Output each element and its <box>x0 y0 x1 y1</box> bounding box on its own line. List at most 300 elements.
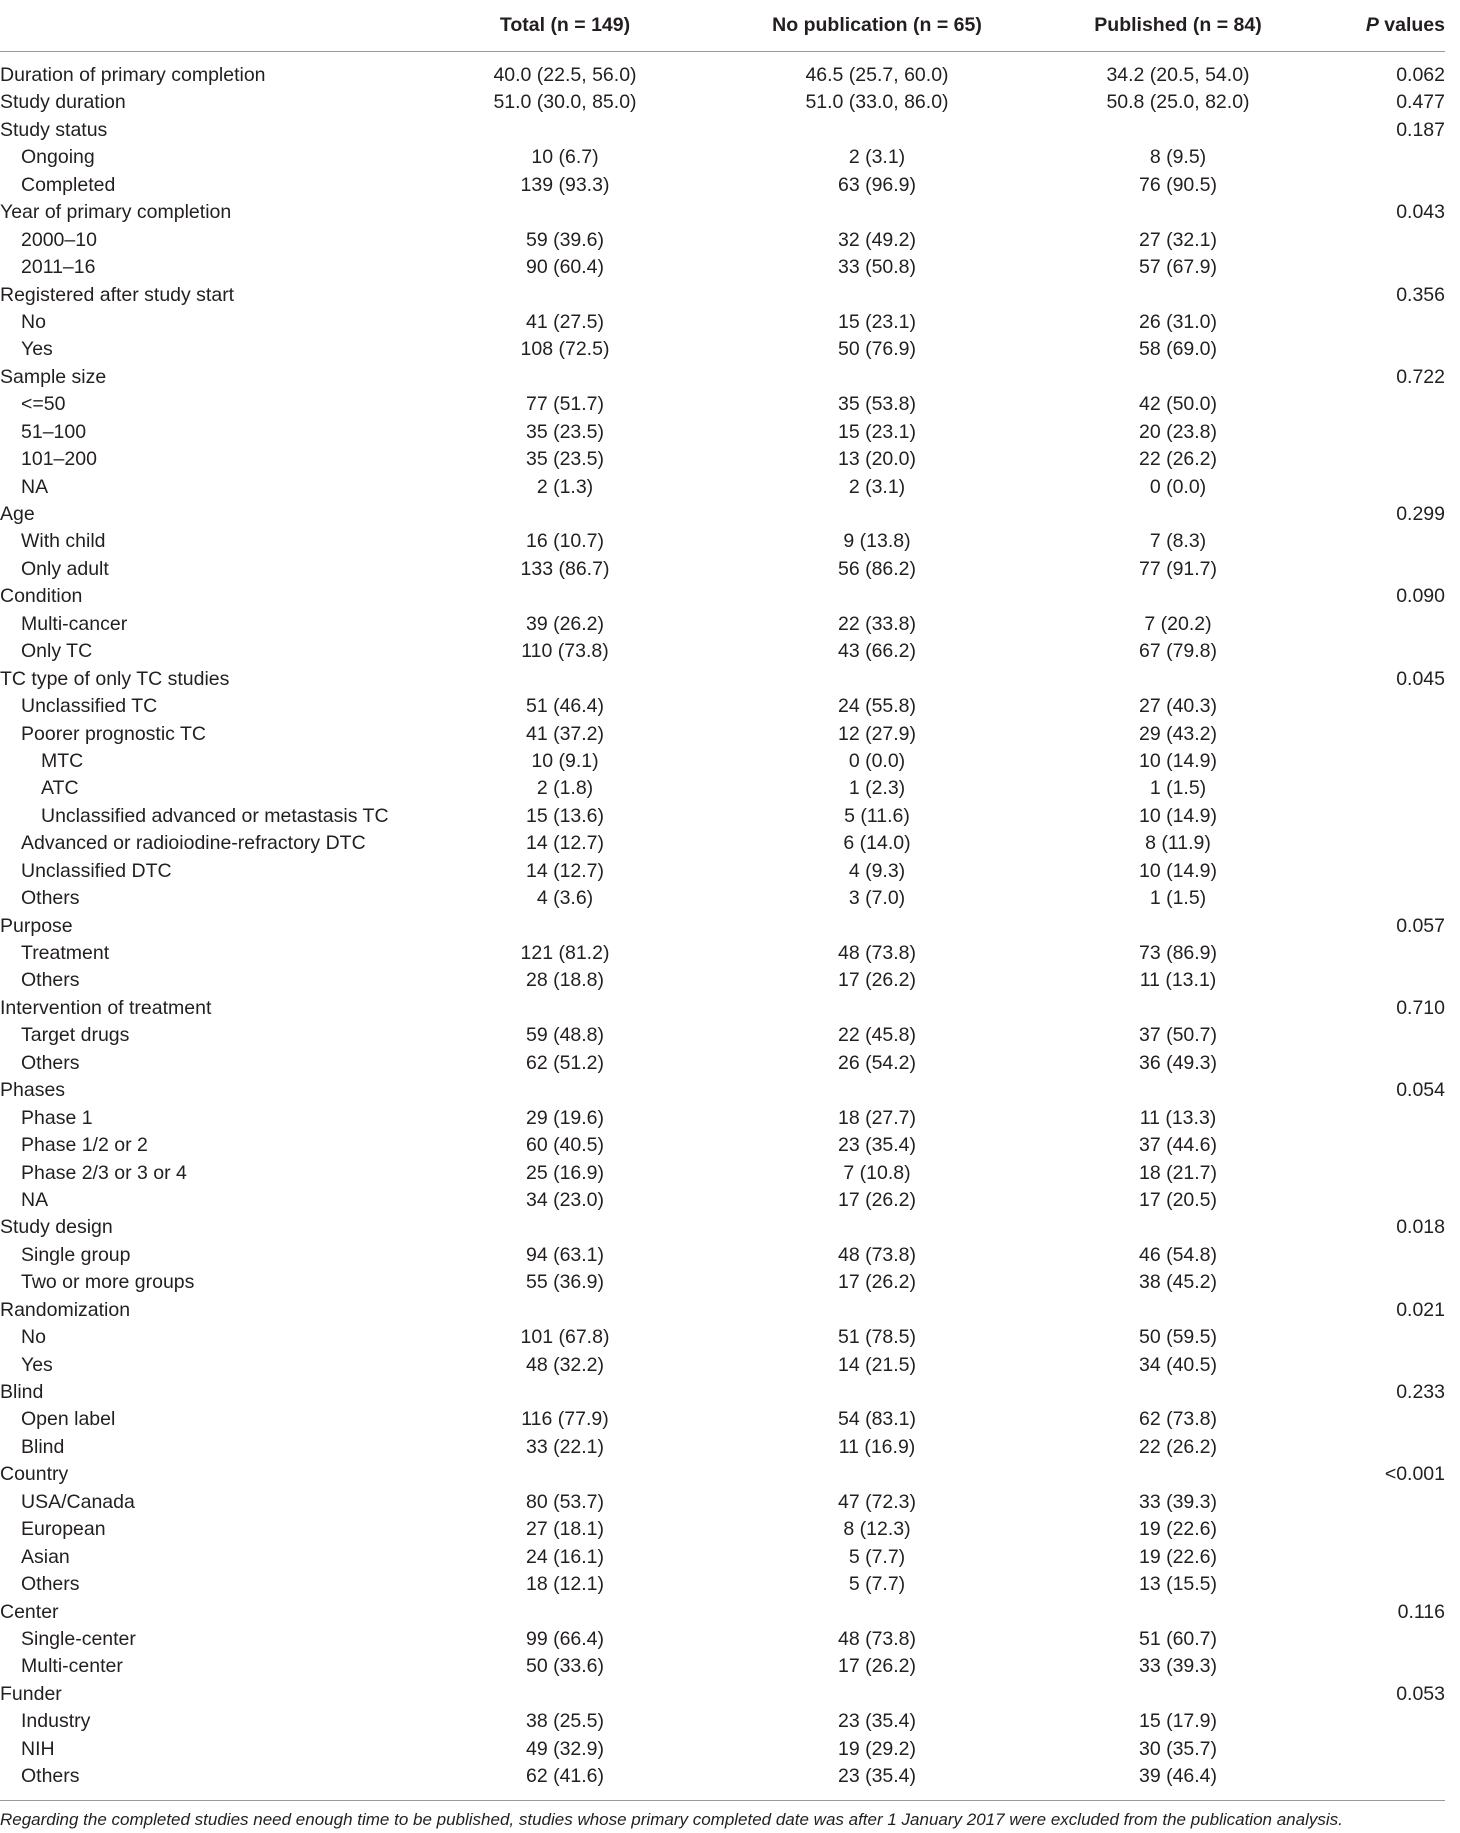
p-value-cell <box>1292 858 1445 885</box>
total-cell: 48 (32.2) <box>525 1353 605 1376</box>
no-publication-cell: 6 (14.0) <box>843 832 911 855</box>
total-cell: 28 (18.8) <box>525 969 605 992</box>
published-cell: 13 (15.5) <box>1138 1573 1218 1596</box>
p-value-cell: 0.187 <box>1396 118 1445 141</box>
row-label: Two or more groups <box>21 1271 195 1294</box>
p-value-cell: 0.299 <box>1396 503 1445 525</box>
table-group-row <box>0 1214 1445 1241</box>
row-label: Open label <box>21 1408 116 1431</box>
total-cell: 35 (23.5) <box>525 420 605 443</box>
published-cell: 77 (91.7) <box>1138 557 1218 580</box>
p-value-cell <box>1292 1544 1445 1571</box>
table-row <box>0 1763 1445 1790</box>
published-cell: 0 (0.0) <box>1149 475 1207 498</box>
total-cell: 10 (6.7) <box>531 146 599 169</box>
total-cell: 2 (1.3) <box>536 475 594 498</box>
published-cell: 22 (26.2) <box>1138 448 1218 471</box>
table-row <box>0 721 1445 748</box>
p-value-cell <box>1292 1489 1445 1516</box>
p-value-cell <box>1292 419 1445 446</box>
published-cell: 15 (17.9) <box>1138 1710 1218 1733</box>
row-label: With child <box>21 530 106 553</box>
p-value-cell: 0.356 <box>1396 283 1445 306</box>
p-value-cell: 0.062 <box>1396 64 1445 86</box>
published-cell <box>1064 1077 1292 1104</box>
table-row <box>0 748 1445 775</box>
table-row <box>0 556 1445 583</box>
total-cell <box>440 913 690 940</box>
p-value-cell <box>1292 830 1445 857</box>
no-publication-cell <box>690 1297 1064 1324</box>
total-cell: 60 (40.5) <box>525 1134 605 1157</box>
row-label: Center <box>0 1600 59 1623</box>
published-cell <box>1064 583 1292 610</box>
total-cell: 110 (73.8) <box>521 640 609 663</box>
row-label: Yes <box>21 1353 53 1376</box>
table-row <box>0 1736 1445 1763</box>
total-cell: 41 (37.2) <box>525 722 605 745</box>
row-label: Multi-cancer <box>21 612 128 635</box>
no-publication-cell: 56 (86.2) <box>837 557 917 580</box>
p-value-cell <box>1292 693 1445 720</box>
published-cell <box>1064 1599 1292 1626</box>
row-label: Others <box>21 1051 80 1074</box>
row-label: Phases <box>0 1079 66 1102</box>
row-label: 101–200 <box>21 448 97 471</box>
row-label: Phase 2/3 or 3 or 4 <box>21 1161 187 1184</box>
total-cell: 77 (51.7) <box>525 393 605 416</box>
published-cell: 10 (14.9) <box>1138 804 1218 827</box>
total-cell: 59 (48.8) <box>525 1024 605 1047</box>
published-cell <box>1064 117 1292 144</box>
p-value-cell <box>1292 1736 1445 1763</box>
no-publication-cell <box>690 364 1064 391</box>
no-publication-cell <box>690 1681 1064 1708</box>
total-cell: 50 (33.6) <box>525 1655 605 1678</box>
row-label: Ongoing <box>21 146 95 169</box>
no-publication-cell: 5 (7.7) <box>848 1545 906 1568</box>
no-publication-cell: 13 (20.0) <box>837 448 917 471</box>
p-value-cell: 0.233 <box>1396 1381 1445 1403</box>
total-cell: 10 (9.1) <box>531 749 599 772</box>
published-cell: 50.8 (25.0, 82.0) <box>1106 91 1250 114</box>
p-value-cell <box>1292 748 1445 775</box>
p-value-cell: 0.477 <box>1396 91 1445 114</box>
no-publication-cell: 63 (96.9) <box>837 173 917 196</box>
p-value-cell: 0.021 <box>1396 1298 1445 1321</box>
row-label: Phase 1 <box>21 1106 93 1129</box>
no-publication-cell <box>690 1379 1064 1406</box>
no-publication-cell: 5 (7.7) <box>848 1573 906 1596</box>
published-cell <box>1064 1461 1292 1488</box>
total-cell <box>440 1077 690 1104</box>
p-value-cell <box>1292 1708 1445 1735</box>
p-value-cell <box>1292 1160 1445 1187</box>
row-label: Intervention of treatment <box>0 996 212 1019</box>
p-value-cell <box>1292 1187 1445 1214</box>
row-label: NA <box>21 475 49 498</box>
published-cell: 33 (39.3) <box>1138 1490 1218 1513</box>
no-publication-cell: 48 (73.8) <box>837 942 917 964</box>
no-publication-cell: 46.5 (25.7, 60.0) <box>805 64 949 86</box>
p-value-cell <box>1292 1242 1445 1269</box>
table-header <box>0 0 1445 52</box>
total-cell: 16 (10.7) <box>525 530 605 553</box>
published-cell <box>1064 1214 1292 1241</box>
total-cell <box>440 1599 690 1626</box>
total-cell: 49 (32.9) <box>525 1737 605 1760</box>
table-row <box>0 1571 1445 1598</box>
column-header-total: Total (n = 149) <box>499 14 631 36</box>
total-cell: 35 (23.5) <box>525 448 605 471</box>
no-publication-cell: 8 (12.3) <box>843 1518 911 1541</box>
total-cell <box>440 364 690 391</box>
column-header-p-values: P values <box>1365 14 1445 36</box>
p-value-cell <box>1292 446 1445 473</box>
total-cell: 38 (25.5) <box>525 1710 605 1733</box>
published-cell <box>1064 1379 1292 1406</box>
p-value-cell <box>1292 556 1445 583</box>
published-cell: 73 (86.9) <box>1138 942 1218 964</box>
p-value-cell: 0.053 <box>1396 1682 1445 1705</box>
p-value-cell <box>1292 1406 1445 1433</box>
p-value-cell <box>1292 638 1445 665</box>
no-publication-cell <box>690 583 1064 610</box>
published-cell: 46 (54.8) <box>1138 1243 1218 1266</box>
no-publication-cell <box>690 501 1064 528</box>
table-group-row <box>0 913 1445 940</box>
p-value-cell <box>1292 1132 1445 1159</box>
table-body <box>0 62 1445 1791</box>
no-publication-cell <box>690 117 1064 144</box>
total-cell: 41 (27.5) <box>525 310 605 333</box>
table-row <box>0 1489 1445 1516</box>
table-row <box>0 1708 1445 1735</box>
table-row <box>0 474 1445 501</box>
total-cell <box>440 501 690 528</box>
table-row <box>0 1269 1445 1296</box>
no-publication-cell: 24 (55.8) <box>837 695 917 718</box>
row-label: Age <box>0 503 35 525</box>
row-label: Only adult <box>21 557 109 580</box>
no-publication-cell: 11 (16.9) <box>838 1435 916 1458</box>
no-publication-cell: 48 (73.8) <box>837 1627 917 1650</box>
table-row <box>0 528 1445 555</box>
no-publication-cell: 15 (23.1) <box>837 310 917 333</box>
table-row <box>0 309 1445 336</box>
total-cell: 116 (77.9) <box>521 1408 609 1431</box>
total-cell: 14 (12.7) <box>525 832 605 855</box>
p-value-cell <box>1292 1571 1445 1598</box>
no-publication-cell: 43 (66.2) <box>837 640 917 663</box>
table-row <box>0 1022 1445 1049</box>
total-cell: 59 (39.6) <box>525 228 605 251</box>
total-cell: 108 (72.5) <box>520 338 610 361</box>
no-publication-cell: 5 (11.6) <box>844 804 910 827</box>
row-label: Single group <box>21 1243 131 1266</box>
total-cell: 139 (93.3) <box>520 173 610 196</box>
table-group-row <box>0 1681 1445 1708</box>
no-publication-cell <box>690 1461 1064 1488</box>
table-group-row <box>0 117 1445 144</box>
table-row <box>0 1160 1445 1187</box>
no-publication-cell <box>690 282 1064 309</box>
total-cell: 18 (12.1) <box>525 1573 605 1596</box>
table-row <box>0 1516 1445 1543</box>
column-header-no-publication: No publication (n = 65) <box>772 14 982 36</box>
row-label: 51–100 <box>21 420 87 443</box>
published-cell: 51 (60.7) <box>1138 1627 1218 1650</box>
p-value-cell: 0.045 <box>1396 667 1445 690</box>
p-value-cell <box>1292 803 1445 830</box>
published-cell <box>1064 501 1292 528</box>
total-cell: 15 (13.6) <box>525 804 605 827</box>
row-label: <=50 <box>21 393 66 416</box>
total-cell: 62 (41.6) <box>525 1765 605 1788</box>
total-cell: 29 (19.6) <box>525 1106 605 1129</box>
table-group-row <box>0 282 1445 309</box>
row-label: Country <box>0 1463 69 1486</box>
table-row <box>0 638 1445 665</box>
no-publication-cell: 23 (35.4) <box>837 1710 917 1733</box>
row-label: NIH <box>21 1737 55 1760</box>
row-label: Others <box>21 887 80 910</box>
row-label: Multi-center <box>21 1655 123 1678</box>
published-cell: 30 (35.7) <box>1138 1737 1218 1760</box>
no-publication-cell <box>690 1214 1064 1241</box>
published-cell: 37 (50.7) <box>1138 1024 1218 1047</box>
no-publication-cell <box>690 199 1064 226</box>
published-cell: 36 (49.3) <box>1138 1051 1218 1074</box>
p-value-cell: 0.018 <box>1396 1216 1445 1239</box>
published-cell: 8 (11.9) <box>1145 832 1211 855</box>
table-row <box>0 1324 1445 1351</box>
p-value-cell <box>1292 391 1445 418</box>
p-value-cell <box>1292 254 1445 281</box>
no-publication-cell: 1 (2.3) <box>848 777 906 800</box>
table-group-row <box>0 583 1445 610</box>
total-cell <box>440 995 690 1022</box>
table-row <box>0 1434 1445 1461</box>
published-cell: 34.2 (20.5, 54.0) <box>1106 64 1250 86</box>
no-publication-cell: 17 (26.2) <box>837 1271 917 1294</box>
row-label: Study duration <box>0 91 126 114</box>
table-group-row <box>0 1077 1445 1104</box>
row-label: MTC <box>41 749 84 772</box>
published-cell: 29 (43.2) <box>1138 722 1218 745</box>
table-group-row <box>0 1297 1445 1324</box>
total-cell: 55 (36.9) <box>525 1271 605 1294</box>
no-publication-cell: 15 (23.1) <box>837 420 917 443</box>
published-cell: 7 (8.3) <box>1149 530 1207 553</box>
published-cell: 1 (1.5) <box>1149 777 1207 800</box>
p-value-cell <box>1292 1626 1445 1653</box>
no-publication-cell: 19 (29.2) <box>837 1737 917 1760</box>
row-label: Others <box>21 1573 80 1596</box>
no-publication-cell: 22 (45.8) <box>837 1024 917 1047</box>
total-cell: 51.0 (30.0, 85.0) <box>493 91 637 114</box>
published-cell: 19 (22.6) <box>1138 1545 1218 1568</box>
row-label: 2000–10 <box>21 228 97 251</box>
table-row <box>0 1653 1445 1680</box>
published-cell: 58 (69.0) <box>1138 338 1218 361</box>
table-group-row <box>0 1379 1445 1406</box>
table-row <box>0 419 1445 446</box>
table-row <box>0 172 1445 199</box>
published-cell: 26 (31.0) <box>1138 310 1218 333</box>
no-publication-cell: 32 (49.2) <box>837 228 917 251</box>
total-cell: 62 (51.2) <box>525 1051 605 1074</box>
row-label: Purpose <box>0 914 73 937</box>
total-cell <box>440 1681 690 1708</box>
row-label: Completed <box>21 173 116 196</box>
row-label: 2011–16 <box>21 256 96 279</box>
no-publication-cell: 23 (35.4) <box>837 1134 917 1157</box>
table-bottom-rule <box>0 1800 1445 1801</box>
p-value-cell <box>1292 336 1445 363</box>
total-cell: 80 (53.7) <box>525 1490 605 1513</box>
p-value-cell: 0.054 <box>1396 1079 1445 1102</box>
p-value-cell: 0.722 <box>1396 365 1445 388</box>
published-cell <box>1064 913 1292 940</box>
published-cell <box>1064 1681 1292 1708</box>
total-cell: 34 (23.0) <box>525 1188 605 1211</box>
row-label: Blind <box>0 1381 44 1403</box>
p-value-cell <box>1292 967 1445 994</box>
published-cell: 19 (22.6) <box>1138 1518 1218 1541</box>
published-cell <box>1064 995 1292 1022</box>
no-publication-cell: 0 (0.0) <box>848 749 906 772</box>
total-cell <box>440 199 690 226</box>
p-value-cell <box>1292 1653 1445 1680</box>
total-cell <box>440 1297 690 1324</box>
total-cell <box>440 117 690 144</box>
row-label: Duration of primary completion <box>0 64 266 86</box>
published-cell: 38 (45.2) <box>1138 1271 1218 1294</box>
p-value-cell <box>1292 1352 1445 1379</box>
total-cell: 24 (16.1) <box>525 1545 605 1568</box>
total-cell: 121 (81.2) <box>520 942 610 964</box>
row-label: ATC <box>41 777 79 800</box>
total-cell: 14 (12.7) <box>525 859 605 882</box>
published-cell: 67 (79.8) <box>1138 640 1218 663</box>
p-value-cell <box>1292 227 1445 254</box>
row-label: Randomization <box>0 1298 131 1321</box>
row-label: Unclassified advanced or metastasis TC <box>41 804 389 827</box>
table-row <box>0 1406 1445 1433</box>
no-publication-cell: 22 (33.8) <box>837 612 917 635</box>
table-group-row <box>0 364 1445 391</box>
p-value-cell: <0.001 <box>1384 1463 1445 1486</box>
published-cell: 27 (32.1) <box>1138 228 1218 251</box>
table-row <box>0 885 1445 912</box>
total-cell: 33 (22.1) <box>525 1435 605 1458</box>
published-cell: 57 (67.9) <box>1138 256 1218 279</box>
row-label: Funder <box>0 1682 62 1705</box>
table-row <box>0 1352 1445 1379</box>
no-publication-cell: 14 (21.5) <box>837 1353 917 1376</box>
no-publication-cell <box>690 995 1064 1022</box>
p-value-cell <box>1292 1022 1445 1049</box>
published-cell: 76 (90.5) <box>1138 173 1218 196</box>
table-row <box>0 89 1445 116</box>
total-cell <box>440 1214 690 1241</box>
row-label: TC type of only TC studies <box>0 667 230 690</box>
table-row <box>0 336 1445 363</box>
p-value-cell: 0.057 <box>1396 914 1445 937</box>
table-row <box>0 391 1445 418</box>
p-value-cell: 0.043 <box>1396 201 1445 224</box>
p-value-cell <box>1292 721 1445 748</box>
total-cell: 27 (18.1) <box>525 1518 605 1541</box>
table-row <box>0 446 1445 473</box>
published-cell: 42 (50.0) <box>1138 393 1218 416</box>
table-row <box>0 62 1445 89</box>
table-group-row <box>0 1461 1445 1488</box>
table-group-row <box>0 1599 1445 1626</box>
published-cell: 22 (26.2) <box>1138 1435 1218 1458</box>
published-cell: 37 (44.6) <box>1138 1134 1218 1157</box>
no-publication-cell: 33 (50.8) <box>837 256 917 279</box>
no-publication-cell: 3 (7.0) <box>848 887 906 910</box>
total-cell <box>440 1379 690 1406</box>
row-label: Asian <box>21 1545 70 1568</box>
no-publication-cell: 26 (54.2) <box>837 1051 917 1074</box>
p-value-cell: 0.116 <box>1397 1600 1445 1623</box>
total-cell <box>440 666 690 693</box>
published-cell: 8 (9.5) <box>1149 146 1207 169</box>
published-cell: 11 (13.3) <box>1139 1106 1217 1129</box>
p-value-cell <box>1292 775 1445 802</box>
published-cell: 18 (21.7) <box>1138 1161 1218 1184</box>
total-cell <box>440 282 690 309</box>
table-row <box>0 254 1445 281</box>
table-row <box>0 1626 1445 1653</box>
row-label: Yes <box>21 338 53 361</box>
row-label: Unclassified TC <box>21 695 158 718</box>
published-cell <box>1064 364 1292 391</box>
no-publication-cell <box>690 1077 1064 1104</box>
published-cell: 62 (73.8) <box>1138 1408 1218 1431</box>
row-label: NA <box>21 1188 49 1211</box>
no-publication-cell: 2 (3.1) <box>848 146 906 169</box>
total-cell: 90 (60.4) <box>525 256 605 279</box>
table-row <box>0 967 1445 994</box>
p-value-cell <box>1292 1763 1445 1790</box>
row-label: Sample size <box>0 365 107 388</box>
row-label: Blind <box>21 1435 65 1458</box>
published-cell <box>1064 1297 1292 1324</box>
row-label: Year of primary completion <box>0 201 232 224</box>
row-label: USA/Canada <box>21 1490 135 1513</box>
row-label: Study design <box>0 1216 113 1239</box>
row-label: Poorer prognostic TC <box>21 722 206 745</box>
total-cell: 133 (86.7) <box>520 557 610 580</box>
published-cell <box>1064 666 1292 693</box>
row-label: Study status <box>0 118 108 141</box>
no-publication-cell: 18 (27.7) <box>837 1106 917 1129</box>
published-cell: 27 (40.3) <box>1138 695 1218 718</box>
table-group-row <box>0 666 1445 693</box>
no-publication-cell: 51 (78.5) <box>837 1326 917 1349</box>
published-cell: 10 (14.9) <box>1138 749 1218 772</box>
total-cell: 2 (1.8) <box>536 777 594 800</box>
total-cell <box>440 1461 690 1488</box>
total-cell: 99 (66.4) <box>525 1627 605 1650</box>
total-cell: 4 (3.6) <box>536 887 594 910</box>
row-label: Registered after study start <box>0 283 235 306</box>
p-value-cell <box>1292 1050 1445 1077</box>
